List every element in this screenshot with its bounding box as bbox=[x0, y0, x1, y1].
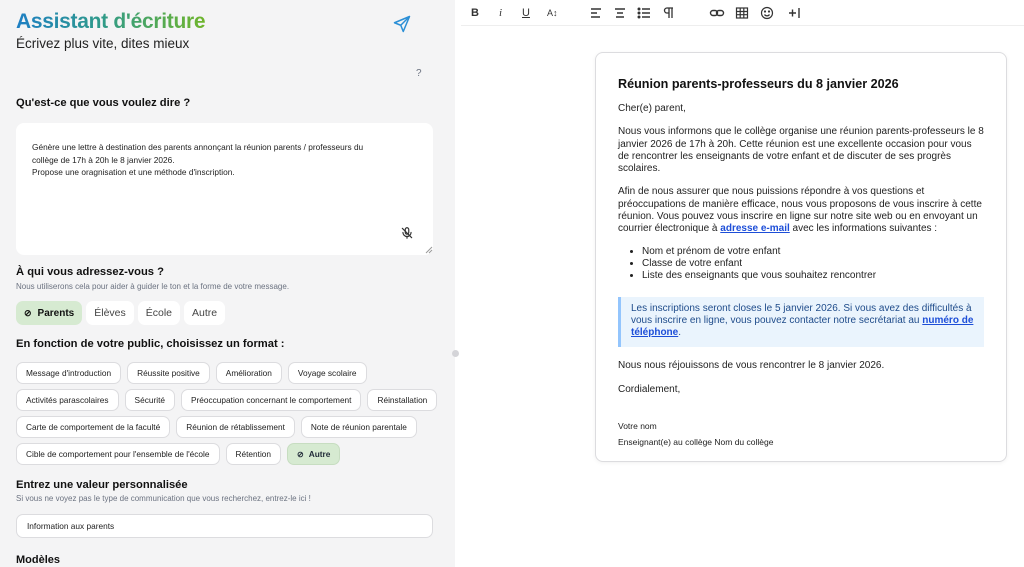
align-left-icon[interactable] bbox=[589, 5, 603, 21]
document-greeting: Cher(e) parent, bbox=[618, 103, 686, 114]
app-title: Assistant d'écriture bbox=[16, 10, 206, 33]
format-chip[interactable]: Voyage scolaire bbox=[288, 362, 367, 384]
insert-icon[interactable] bbox=[786, 5, 802, 21]
italic-button[interactable]: i bbox=[499, 7, 503, 19]
document-salutation: Cordialement, bbox=[618, 383, 681, 395]
models-title: Modèles bbox=[16, 554, 61, 566]
format-row-4 bbox=[16, 443, 340, 465]
format-chip[interactable]: Rétention bbox=[226, 443, 282, 465]
format-chip[interactable]: Amélioration bbox=[216, 362, 282, 384]
editor-toolbar bbox=[461, 0, 1024, 26]
format-chip[interactable]: Réinstallation bbox=[367, 389, 437, 411]
align-center-icon[interactable] bbox=[613, 5, 627, 21]
table-icon[interactable] bbox=[735, 5, 749, 21]
send-icon[interactable] bbox=[392, 14, 412, 34]
signature-name: Votre nom bbox=[618, 421, 657, 432]
format-chip[interactable]: Réunion de rétablissement bbox=[176, 416, 295, 438]
audience-title: À qui vous adressez-vous ? bbox=[16, 266, 164, 278]
link-icon[interactable] bbox=[709, 5, 725, 21]
phone-link[interactable]: numéro de téléphone bbox=[631, 314, 974, 339]
format-chip-selected[interactable]: ⊘ Autre bbox=[287, 443, 340, 465]
document-preview[interactable] bbox=[595, 52, 1007, 462]
email-link[interactable]: adresse e-mail bbox=[720, 223, 790, 235]
format-chip[interactable]: Note de réunion parentale bbox=[301, 416, 417, 438]
document-title: Réunion parents-professeurs du 8 janvier 2026 bbox=[618, 77, 899, 91]
format-chip[interactable]: Cible de comportement pour l'ensemble de l'école bbox=[16, 443, 220, 465]
format-row-2 bbox=[16, 389, 437, 411]
custom-title: Entrez une valeur personnalisée bbox=[16, 479, 188, 491]
check-circle-icon: ⊘ bbox=[24, 307, 32, 318]
help-icon[interactable]: ? bbox=[416, 68, 422, 79]
paragraph-icon[interactable] bbox=[661, 5, 675, 21]
format-title: En fonction de votre public, choisissez un format : bbox=[16, 338, 285, 350]
format-chip[interactable]: Message d'introduction bbox=[16, 362, 121, 384]
audience-option-eleves[interactable]: Élèves bbox=[86, 301, 134, 325]
audience-options bbox=[16, 301, 225, 325]
audience-option-autre[interactable]: Autre bbox=[184, 301, 225, 325]
format-chip[interactable]: Réussite positive bbox=[127, 362, 210, 384]
signature-role: Enseignant(e) au collège Nom du collège bbox=[618, 437, 774, 448]
format-chip[interactable]: Préoccupation concernant le comportement bbox=[181, 389, 362, 411]
registration-notice: Les inscriptions seront closes le 5 janvier 2026. Si vous avez des difficultés à vous inscrire en ligne, vous pouvez contacter notre secrétariat au numéro de téléphone. bbox=[618, 297, 984, 348]
custom-subtitle: Si vous ne voyez pas le type de communication que vous recherchez, entrez-le ici ! bbox=[16, 494, 311, 503]
list-item: • Liste des enseignants que vous souhaitez rencontrer bbox=[642, 270, 984, 282]
prompt-textarea[interactable]: Génère une lettre à destination des parents annonçant la réunion parents / professeurs du collège de 17h à 20h le 8 janvier 2026. Propose une oragnisation et une méthode d'inscription. bbox=[16, 123, 433, 255]
list-item: • Classe de votre enfant bbox=[642, 258, 984, 270]
document-list bbox=[642, 246, 984, 283]
check-circle-icon: ⊘ bbox=[297, 449, 304, 459]
audience-subtitle: Nous utiliserons cela pour aider à guider le ton et la forme de votre message. bbox=[16, 282, 290, 291]
signature bbox=[618, 418, 984, 450]
document-closing: Nous nous réjouissons de vous rencontrer le 8 janvier 2026. bbox=[618, 360, 885, 372]
format-row-3 bbox=[16, 416, 417, 438]
list-item: • Nom et prénom de votre enfant bbox=[642, 246, 984, 258]
format-chip[interactable]: Carte de comportement de la faculté bbox=[16, 416, 170, 438]
font-size-button[interactable]: A↕ bbox=[547, 8, 558, 18]
audience-option-ecole[interactable]: École bbox=[138, 301, 180, 325]
panel-splitter[interactable] bbox=[452, 350, 459, 357]
audience-option-parents[interactable]: ⊘ Parents bbox=[16, 301, 82, 325]
list-icon[interactable] bbox=[637, 5, 651, 21]
bold-button[interactable]: B bbox=[471, 7, 479, 19]
assistant-panel bbox=[0, 0, 455, 567]
document-paragraph-1: Nous vous informons que le collège organise une réunion parents-professeurs le 8 janvier 2026 de 17h à 20h. Cette réunion est une excellente occasion pour vous de rencontrer les enseignants de votre enfant et de discuter de ses progrès scolaires. bbox=[618, 126, 984, 175]
underline-button[interactable]: U bbox=[522, 7, 530, 19]
emoji-icon[interactable] bbox=[760, 5, 774, 21]
format-row-1 bbox=[16, 362, 367, 384]
question-title: Qu'est-ce que vous voulez dire ? bbox=[16, 97, 191, 109]
format-chip[interactable]: Sécurité bbox=[125, 389, 175, 411]
format-chip[interactable]: Activités parascolaires bbox=[16, 389, 119, 411]
resize-handle-icon[interactable] bbox=[425, 246, 433, 254]
microphone-off-icon[interactable] bbox=[400, 226, 414, 240]
app-tagline: Écrivez plus vite, dites mieux bbox=[16, 36, 190, 51]
document-paragraph-2: Afin de nous assurer que nous puissions répondre à vos questions et préoccupations de manière efficace, nous vous proposons de vous inscrire à cette réunion. Vous pouvez vous inscrire en ligne sur notre site web ou en envoyant un courrier électronique à adresse e-mail avec les informations suivantes : bbox=[618, 186, 982, 235]
custom-value-input[interactable]: Information aux parents bbox=[16, 514, 433, 538]
